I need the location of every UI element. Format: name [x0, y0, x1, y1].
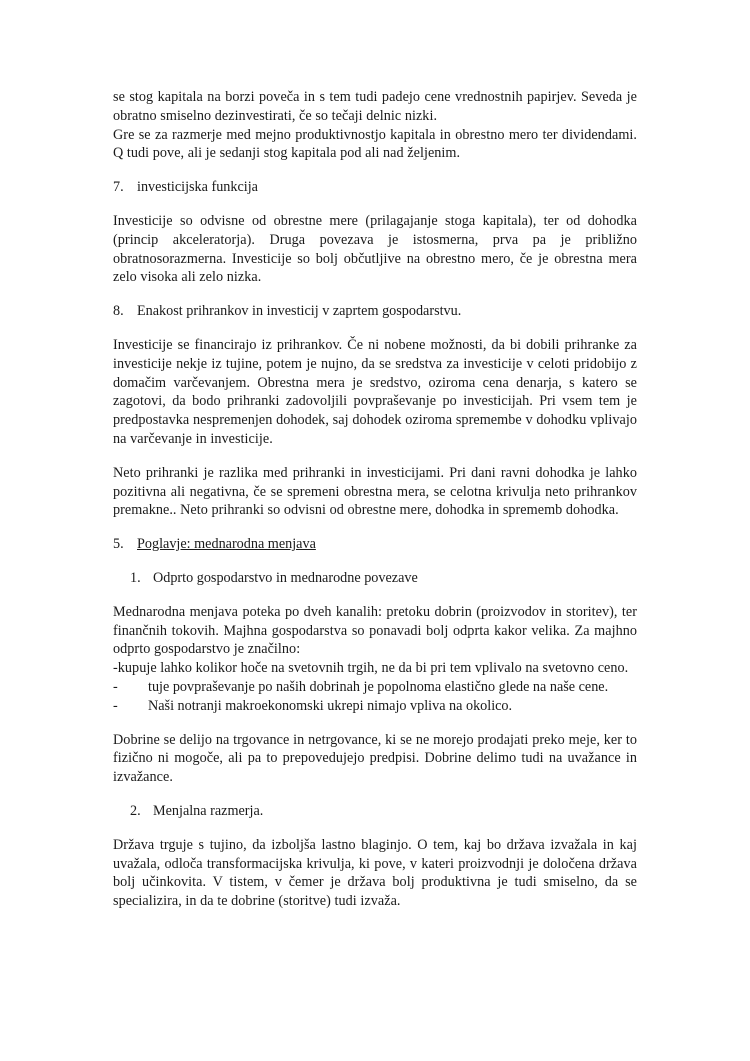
- subheading-number: 1.: [130, 569, 141, 586]
- dash-list-item-foreign-demand: [113, 678, 637, 697]
- subheading-text: Odprto gospodarstvo in mednarodne povezave: [153, 569, 418, 586]
- paragraph-trade-channels: Mednarodna menjava poteka po dveh kanalih: pretoku dobrin (proizvodov in storitev), ter finančnih tokovih. Majhna gospodarstva so ponavadi bolj odprta kakor velika. Za majhno odprto gospodarstvo je značilno:: [113, 603, 637, 658]
- heading-number: 5.: [113, 536, 124, 553]
- dash-list-item-domestic-measures: [113, 697, 637, 716]
- dash-item-text: tuje povpraševanje po naših dobrinah je popolnoma elastično glede na naše cene.: [148, 678, 609, 695]
- section-heading-8-savings-equality: [113, 302, 637, 321]
- subheading-text: Menjalna razmerja.: [153, 802, 264, 819]
- paragraph-tradables-nontradables: Dobrine se delijo na trgovance in netrgovance, ki se ne morejo prodajati preko meje, ker to fizično ni mogoče, ali pa to prepovedujejo predpisi. Dobrine delimo tudi na uvažance in izvažance.: [113, 731, 637, 786]
- paragraph-country-trade-specialization: Država trguje s tujino, da izboljša lastno blaginjo. O tem, kaj bo država izvažala in kaj uvažala, odloča transformacijska krivulja, ki pove, v kateri proizvodnji je določena država bolj učinkovita. V tistem, v čemer je država bolj produktivna je tudi smiselno, da se specializira, in da te dobrine (storitve) tudi izvaža.: [113, 836, 637, 910]
- paragraph-savings-financing: Investicije se financirajo iz prihrankov. Če ni nobene možnosti, da bi dobili prihranke za investicije nekje iz tujine, potem je nujno, da se sredstva za investicije v celoti pridobijo z domačim varčevanjem. Obrestna mera je sredstvo, oziroma cena denarja, s katero se zagotovi, da bodo prihranki zadovoljili povpraševanje po investicijah. Pri vsem tem je predpostavka nespremenjen dohodek, saj dohodek oziroma spremembe v dohodku vplivajo na varčevanje in investicije.: [113, 336, 637, 447]
- paragraph-small-economy-buys: -kupuje lahko kolikor hoče na svetovnih trgih, ne da bi pri tem vplivalo na svetovno ceno.: [113, 660, 629, 677]
- chapter-heading-text: Poglavje: mednarodna menjava: [137, 536, 316, 553]
- paragraph-investment-function: Investicije so odvisne od obrestne mere (prilagajanje stoga kapitala), ter od dohodka (princip akceleratorja). Druga povezava je istosmerna, prva pa je približno obratnosorazmerna. Investicije so bolj občutljive na obrestno mero, če je obrestna mera zelo visoka ali zelo nizka.: [113, 212, 637, 286]
- paragraph-marginal-productivity: Gre se za razmerje med mejno produktivnostjo kapitala in obrestno mero ter dividendami. Q tudi pove, ali je sedanji stog kapitala pod ali nad željenim.: [113, 126, 637, 162]
- heading-number: 7.: [113, 179, 124, 196]
- paragraph-net-savings: Neto prihranki je razlika med prihranki in investicijami. Pri dani ravni dohodka je lahko pozitivna ali negativna, če se spremeni obrestna mera, se celotna krivulja neto prihrankov premakne.. Neto prihranki so odvisni od obrestne mere, dohodka in sprememb dohodka.: [113, 464, 637, 519]
- heading-text: Enakost prihrankov in investicij v zaprtem gospodarstvu.: [137, 303, 462, 320]
- subheading-1-open-economy: [130, 569, 637, 588]
- dash-bullet: -: [113, 678, 118, 695]
- heading-text: investicijska funkcija: [137, 179, 258, 196]
- chapter-heading-5-international-trade: [113, 535, 637, 554]
- paragraph-capital-stock-continuation: se stog kapitala na borzi poveča in s tem tudi padejo cene vrednostnih papirjev. Seveda je obratno smiselno dezinvestirati, če so tečaji delnic nizki.: [113, 89, 637, 124]
- subheading-2-exchange-ratios: [130, 802, 637, 821]
- section-heading-7-investment-function: [113, 178, 637, 197]
- dash-item-text: Naši notranji makroekonomski ukrepi nimajo vpliva na okolico.: [148, 697, 513, 714]
- dash-bullet: -: [113, 697, 118, 714]
- subheading-number: 2.: [130, 802, 141, 819]
- heading-number: 8.: [113, 303, 124, 320]
